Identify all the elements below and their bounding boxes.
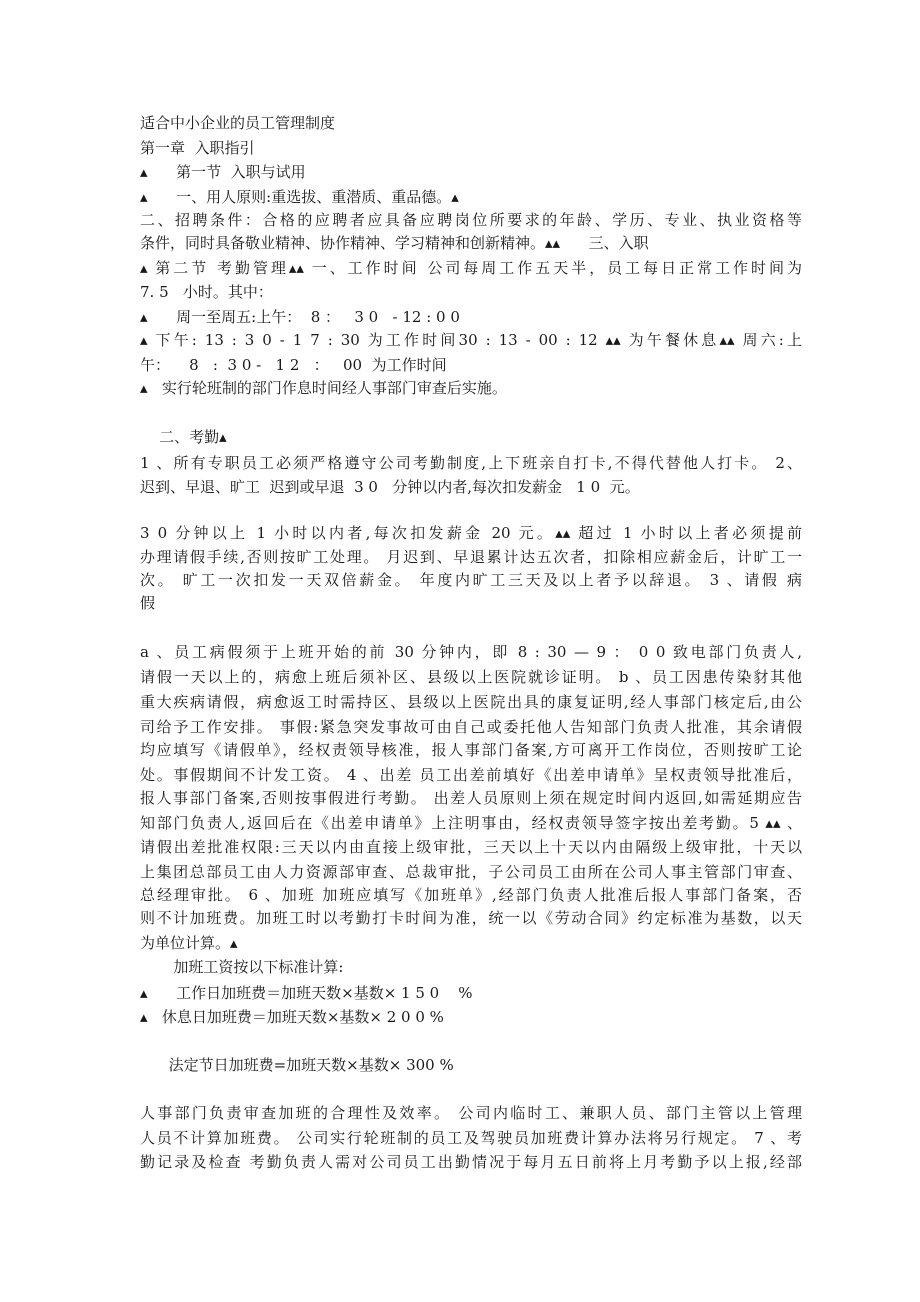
text-line: 知部门负责人,返回后在《出差申请单》上注明事由，经权责领导签字按出差考勤。5 ▴▴ 、 bbox=[140, 814, 802, 832]
text-line: 3 0 分钟以上 1 小时以内者,每次扣发薪金 20 元。▴▴ 超过 1 小时以上者必须提前 bbox=[140, 524, 802, 542]
text-line: 报人事部门备案,否则按事假进行考勤。 出差人员原则上须在规定时间内返回,如需延期应告 bbox=[140, 789, 802, 807]
text-line: a 、员工病假须于上班开始的前 30 分钟内，即 8 : 30 — 9 ： 0 0 致电部门负责人, bbox=[140, 643, 802, 661]
text-line: 7. 5 小时。其中： bbox=[140, 283, 273, 301]
document-title: 适合中小企业的员工管理制度 bbox=[140, 114, 336, 132]
text-line: 法定节日加班费=加班天数×基数× 300 % bbox=[140, 1056, 454, 1074]
text-line: 条件，同时具备敬业精神、协作精神、学习精神和创新精神。▴▴ 三、入职 bbox=[140, 234, 649, 252]
text-line: 请假出差批准权限:三天以内由直接上级审批，三天以上十天以内由隔级上级审批，十天以 bbox=[140, 838, 802, 856]
text-line: 均应填写《请假单》，经权责领导核准，报人事部门备案,方可离开工作岗位，否则按旷工论 bbox=[140, 741, 802, 759]
text-line: 二、招聘条件：合格的应聘者应具备应聘岗位所要求的年龄、学历、专业、执业资格等 bbox=[140, 211, 802, 229]
text-line: 勤记录及检查 考勤负责人需对公司员工出勤情况于每月五日前将上月考勤予以上报,经部 bbox=[140, 1153, 802, 1171]
text-line: 第一章 入职指引 bbox=[140, 139, 255, 157]
text-line: 迟到、早退、旷工 迟到或早退 3 0 分钟以内者,每次扣发薪金 1 0 元。 bbox=[140, 478, 640, 496]
text-line: ▴ 下午: 13 : 3 0 - 1 7 : 30 为工作时间30 : 13 - 00 : 12 ▴▴ 为午餐休息▴▴ 周六:上 bbox=[140, 331, 802, 349]
text-line: 人员不计算加班费。 公司实行轮班制的员工及驾驶员加班费计算办法将另行规定。 7 、考 bbox=[140, 1129, 802, 1147]
text-line: 加班工资按以下标准计算: bbox=[140, 958, 344, 976]
text-line: 则不计加班费。加班工时以考勤打卡时间为准，统一以《劳动合同》约定标准为基数，以天 bbox=[140, 909, 802, 927]
text-line: 上集团总部员工由人力资源部审查、总裁审批，子公司员工由所在公司人事主管部门审查、 bbox=[140, 863, 802, 881]
text-line: ▴ 一、用人原则:重选拔、重潜质、重品德。▴ bbox=[140, 188, 459, 206]
text-line: 1 、所有专职员工必须严格遵守公司考勤制度,上下班亲自打卡,不得代替他人打卡。 2、 bbox=[140, 454, 802, 472]
text-line: ▴ 第二节 考勤管理▴▴ 一、工作时间 公司每周工作五天半，员工每日正常工作时间为 bbox=[140, 259, 802, 277]
text-line: ▴ 第一节 入职与试用 bbox=[140, 163, 306, 181]
text-line: 司给予工作安排。 事假:紧急突发事故可由自己或委托他人告知部门负责人批准，其余请假 bbox=[140, 718, 802, 736]
text-line: 为单位计算。▴ bbox=[140, 934, 238, 952]
text-line: ▴ 实行轮班制的部门作息时间经人事部门审查后实施。 bbox=[140, 379, 507, 397]
text-line: ▴ 周一至周五:上午： 8 ： 3 0 - 12 : 0 0 bbox=[140, 308, 460, 326]
text-line: 人事部门负责审查加班的合理性及效率。 公司内临时工、兼职人员、部门主管以上管理 bbox=[140, 1104, 802, 1122]
text-line: 处。事假期间不计发工资。 4 、出差 员工出差前填好《出差申请单》呈权责领导批准后， bbox=[140, 766, 802, 784]
text-line: 重大疾病请假，病愈返工时需持区、县级以上医院出具的康复证明,经人事部门核定后,由公 bbox=[140, 693, 802, 711]
text-line: 请假一天以上的，病愈上班后须补区、县级以上医院就诊证明。 b 、员工因患传染豺其他 bbox=[140, 668, 802, 686]
text-line: 假 bbox=[140, 594, 156, 612]
text-line: 办理请假手续,否则按旷工处理。 月迟到、早退累计达五次者，扣除相应薪金后，计旷工一 bbox=[140, 548, 802, 566]
text-line: 次。 旷工一次扣发一天双倍薪金。 年度内旷工三天及以上者予以辞退。 3 、请假 病 bbox=[140, 571, 802, 589]
text-line: 总经理审批。 6 、加班 加班应填写《加班单》,经部门负责人批准后报人事部门备案，否 bbox=[140, 886, 802, 904]
text-line: 二、考勤▴ bbox=[140, 428, 227, 446]
text-line: ▴ 工作日加班费＝加班天数×基数× 1 5 0 % bbox=[140, 984, 473, 1002]
text-line: ▴ 休息日加班费＝加班天数×基数× 2 0 0 % bbox=[140, 1008, 444, 1026]
text-line: 午： 8 : 3 0 - 1 2 ： 00 为工作时间 bbox=[140, 356, 447, 374]
